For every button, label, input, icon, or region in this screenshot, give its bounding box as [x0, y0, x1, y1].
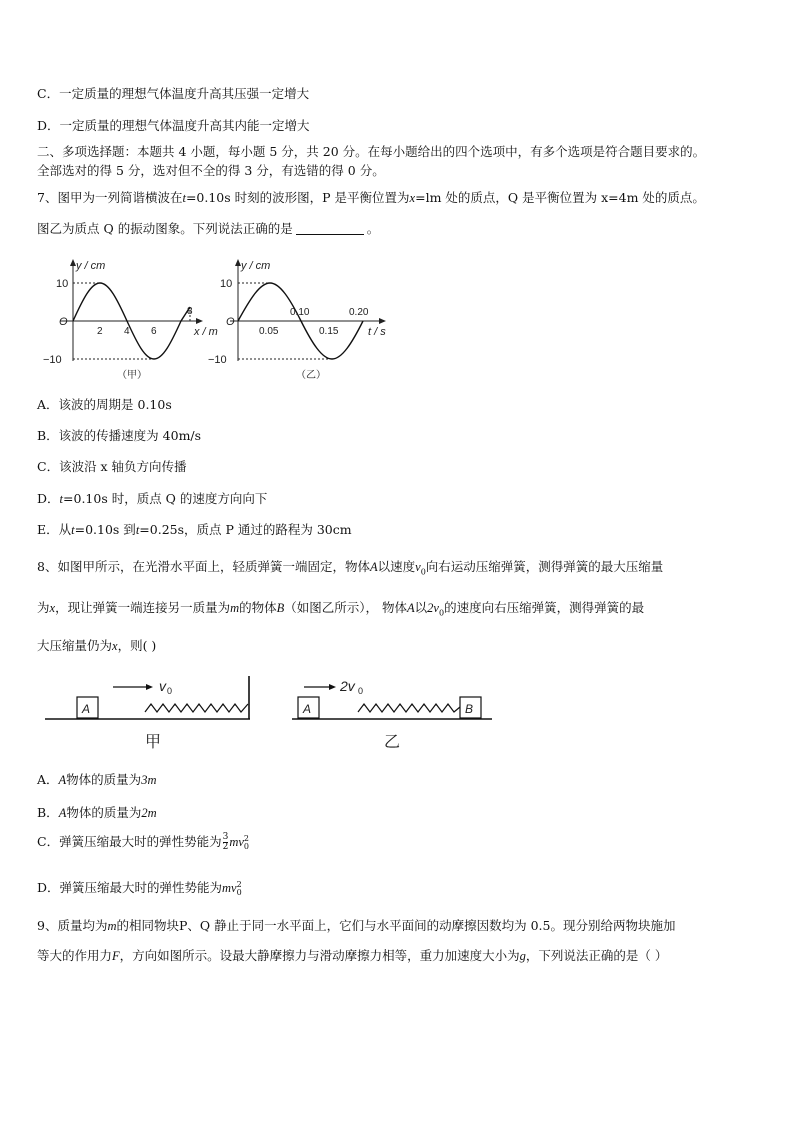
- q9-text: ，下列说法正确的是（ ）: [525, 948, 668, 963]
- q7-text: =lm 处的质点，Q 是平衡位置为 x=4m 处的质点。: [415, 190, 705, 205]
- q9-stem-line1: [37, 916, 675, 934]
- velocity-arrowhead: [329, 684, 336, 690]
- var-F: F: [112, 949, 120, 963]
- vibration-graph-yi: [208, 257, 398, 382]
- prev-option-c: C．一定质量的理想气体温度升高其压强一定增大: [37, 86, 310, 101]
- q7-text: 。: [366, 221, 380, 236]
- q9-text: 等大的作用力: [37, 948, 113, 963]
- fraction-denominator: 2: [222, 842, 229, 852]
- q8-text: 大压缩量仍为: [37, 638, 113, 653]
- q9-stem-line2: [37, 946, 667, 964]
- option-text: B．: [37, 805, 59, 820]
- x-tick: 2: [97, 326, 103, 337]
- q8-text: 为: [37, 600, 50, 615]
- q7-option-d[interactable]: [37, 489, 267, 507]
- x-tick: 6: [151, 326, 157, 337]
- q8-option-a[interactable]: [37, 770, 156, 788]
- section-instructions-line2: 全部选对的得 5 分，选对但不全的得 3 分，有选错的得 0 分。: [37, 163, 385, 178]
- var-g: g: [519, 949, 526, 963]
- y-tick-top: 10: [56, 278, 69, 290]
- block-b-label: B: [465, 702, 474, 716]
- q8-option-c[interactable]: [37, 832, 249, 852]
- sup-sub: [244, 835, 249, 851]
- x-tick: 0.20: [349, 307, 369, 318]
- spring: [145, 704, 248, 712]
- q7-option-b[interactable]: B．该波的传播速度为 40m/s: [37, 428, 202, 443]
- q9-text: ，方向如图所示。设最大静摩擦力与滑动摩擦力相等，重力加速度大小为: [119, 948, 520, 963]
- mass-value: 2m: [141, 806, 157, 820]
- figure-caption: 甲: [145, 734, 162, 751]
- var-t: t: [59, 492, 64, 506]
- var-t: t: [135, 523, 140, 537]
- y-tick-bottom: −10: [43, 354, 62, 366]
- q8-stem-line3: [37, 636, 156, 654]
- velocity-subscript: 0: [358, 686, 364, 696]
- var-v: v: [415, 560, 421, 574]
- var-2v: 2v: [427, 601, 439, 615]
- q8-option-d[interactable]: [37, 878, 242, 897]
- x-tick: 0.15: [319, 326, 339, 337]
- var-A: A: [58, 806, 67, 820]
- option-text: =0.10s 到: [74, 522, 136, 537]
- y-tick-top: 10: [220, 278, 233, 290]
- option-text: 物体的质量为: [66, 805, 142, 820]
- figure-caption: 乙: [384, 734, 401, 751]
- q7-text: 图乙为质点 Q 的振动图象。下列说法正确的是: [37, 221, 293, 236]
- var-m: m: [230, 601, 240, 615]
- subscript: 0: [243, 841, 249, 851]
- var-A: A: [58, 773, 67, 787]
- y-label: y / cm: [241, 260, 271, 272]
- q8-text: ，则( ): [117, 638, 157, 653]
- x-tick: 0.10: [290, 307, 310, 318]
- velocity-label: v: [159, 678, 166, 694]
- block-a-label: A: [303, 702, 312, 716]
- q7-var-x: x: [409, 191, 416, 205]
- var-A: A: [407, 601, 415, 615]
- mass-value: 3m: [141, 773, 157, 787]
- superscript: 2: [243, 833, 249, 843]
- var-B: B: [276, 601, 285, 615]
- velocity-arrowhead: [146, 684, 153, 690]
- q8-text: ，现让弹簧一端连接另一质量为: [55, 600, 231, 615]
- option-text: A．: [37, 772, 59, 787]
- fraction-numerator: 3: [222, 832, 229, 842]
- q8-text: 向右运动压缩弹簧，测得弹簧的最大压缩量: [425, 559, 664, 574]
- section-instructions-line1: 二、多项选择题：本题共 4 小题，每小题 5 分，共 20 分。在每小题给出的四个选项中，有多个选项是符合题目要求的。: [37, 144, 706, 159]
- fraction: [223, 833, 229, 852]
- x-tick: 4: [124, 326, 130, 337]
- option-text: D．弹簧压缩最大时的弹性势能为: [37, 880, 223, 895]
- subscript: 0: [438, 608, 445, 618]
- velocity-label: 2v: [340, 678, 355, 694]
- option-text: E．从: [37, 522, 72, 537]
- var-t: t: [71, 523, 75, 537]
- q8-text: （如图乙所示）， 物体: [284, 600, 408, 615]
- var-A: A: [369, 560, 378, 574]
- spring-figure-jia: [45, 672, 255, 752]
- q9-text: 9、质量均为: [37, 918, 108, 933]
- origin-label: O: [59, 316, 68, 328]
- var-m: m: [107, 919, 117, 933]
- y-tick-bottom: −10: [208, 354, 227, 366]
- x-label: t / s: [368, 326, 386, 338]
- var-x: x: [49, 601, 56, 615]
- q7-text: =0.10s 时刻的波形图，P 是平衡位置为: [185, 190, 410, 205]
- answer-blank[interactable]: [296, 222, 364, 235]
- option-text: 物体的质量为: [66, 772, 142, 787]
- q7-stem-line1: [37, 188, 705, 206]
- option-text: C．弹簧压缩最大时的弹性势能为: [37, 834, 222, 849]
- option-text: =0.10s 时，质点 Q 的速度方向向下: [63, 491, 268, 506]
- y-label: y / cm: [76, 260, 106, 272]
- q7-option-a[interactable]: A．该波的周期是 0.10s: [37, 397, 172, 412]
- option-text: D．: [37, 491, 60, 506]
- q8-text: 的速度向右压缩弹簧，测得弹簧的最: [444, 600, 645, 615]
- graph-caption: （甲）: [117, 370, 147, 381]
- var-x: x: [112, 639, 118, 653]
- block-a-label: A: [82, 702, 91, 716]
- energy-expr: mv: [229, 835, 244, 849]
- subscript: 0: [420, 567, 426, 577]
- q8-stem-line1: [37, 557, 663, 577]
- q8-option-b[interactable]: [37, 803, 157, 821]
- q8-text: 以速度: [377, 559, 416, 574]
- energy-expr: mv: [222, 881, 237, 895]
- q8-text: 以: [414, 600, 428, 615]
- prev-option-d: D．一定质量的理想气体温度升高其内能一定增大: [37, 118, 310, 133]
- wave-graph-jia: [43, 257, 233, 382]
- subscript: 0: [236, 887, 242, 897]
- spring: [358, 704, 460, 712]
- q7-stem-line2: [37, 219, 379, 237]
- superscript: 2: [236, 879, 242, 889]
- q8-stem-line2: [37, 598, 644, 618]
- sup-sub: [237, 881, 242, 897]
- x-tick: 8: [187, 306, 193, 317]
- q7-option-e[interactable]: [37, 520, 352, 538]
- spring-figure-yi: [292, 672, 502, 752]
- q8-text: 的物体: [239, 600, 277, 615]
- x-axis-arrow: [196, 318, 203, 324]
- q7-option-c[interactable]: C．该波沿 x 轴负方向传播: [37, 459, 187, 474]
- q7-text: 7、图甲为一列简谐横波在: [37, 190, 183, 205]
- q9-text: 的相同物块P、Q 静止于同一水平面上，它们与水平面间的动摩擦因数均为 0.5。现分别给两物块施加: [116, 918, 676, 933]
- x-axis-arrow: [379, 318, 386, 324]
- option-text: =0.25s，质点 P 通过的路程为 30cm: [139, 522, 352, 537]
- x-label: x / m: [194, 326, 218, 338]
- velocity-subscript: 0: [167, 686, 173, 696]
- q8-text: 8、如图甲所示，在光滑水平面上，轻质弹簧一端固定，物体: [37, 559, 370, 574]
- graph-caption: （乙）: [296, 370, 326, 381]
- origin-label: O: [226, 316, 235, 328]
- q7-var-t: t: [182, 191, 186, 205]
- x-tick: 0.05: [259, 326, 279, 337]
